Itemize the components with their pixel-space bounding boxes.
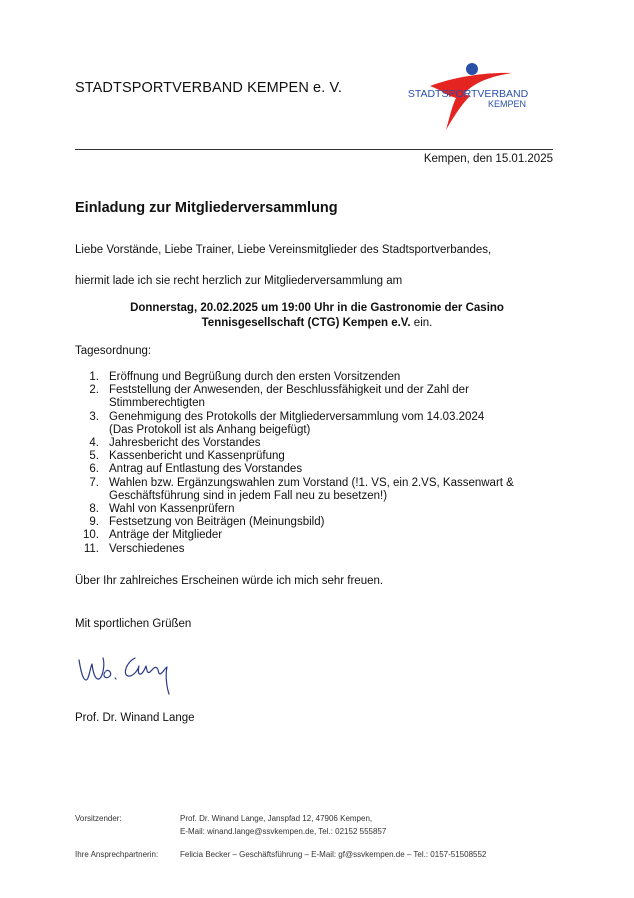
agenda-item-line: Verschiedenes [109, 542, 185, 555]
agenda-item-text [109, 516, 545, 529]
agenda-list [75, 371, 545, 556]
agenda-item [75, 450, 545, 463]
agenda-item-line: Eröffnung und Begrüßung durch den ersten Vorsitzenden [109, 371, 401, 383]
agenda-item [75, 371, 545, 384]
greeting-text: Mit sportlichen Grüßen [75, 618, 192, 630]
agenda-item-number: 5. [89, 450, 99, 463]
letter-date: Kempen, den 15.01.2025 [423, 153, 553, 165]
event-date-location: Donnerstag, 20.02.2025 um 19:00 Uhr in die Gastronomie der Casino [130, 302, 504, 314]
stadtsportverband-logo [408, 60, 528, 132]
agenda-item [75, 463, 545, 476]
agenda-item-line: Festsetzung von Beiträgen (Meinungsbild) [109, 516, 325, 529]
org-name: STADTSPORTVERBAND KEMPEN e. V. [75, 80, 343, 96]
agenda-item-number: 8. [89, 503, 99, 516]
agenda-item-text [109, 384, 545, 410]
agenda-item-text [109, 437, 545, 450]
logo-text-line1: STADTSPORTVERBAND [408, 88, 528, 100]
intro-text: hiermit lade ich sie recht herzlich zur Mitgliederversammlung am [75, 275, 403, 287]
footer-chair-label: Vorsitzender: [75, 814, 122, 823]
agenda-item [75, 503, 545, 516]
agenda-item-line: Anträge der Mitglieder [109, 529, 223, 542]
agenda-item-line: (Das Protokoll ist als Anhang beigefügt) [109, 423, 311, 436]
agenda-item-text [109, 529, 545, 542]
agenda-item-text [109, 371, 545, 384]
footer-contacts-value: Felicia Becker – Geschäftsführung – E-Mail: gf@ssvkempen.de – Tel.: 0157-51508552 [180, 850, 487, 859]
agenda-item [75, 543, 545, 556]
closing-text: Über Ihr zahlreiches Erscheinen würde ich mich sehr freuen. [75, 575, 384, 587]
agenda-item-line: Wahlen bzw. Ergänzungswahlen zum Vorstand (!1. VS, ein 2.VS, Kassenwart & [109, 476, 514, 489]
agenda-item-text [109, 477, 545, 503]
agenda-item-line: Kassenbericht und Kassenprüfung [109, 450, 285, 463]
agenda-item-number: 7. [89, 476, 99, 489]
agenda-item [75, 384, 545, 410]
agenda-item-number: 6. [89, 463, 99, 476]
footer-contacts-label: Ihre Ansprechpartnerin: [75, 850, 159, 859]
footer-chair-contact: E-Mail: winand.lange@ssvkempen.de, Tel.: 02152 555857 [180, 827, 387, 836]
logo-text-line2: KEMPEN [487, 99, 527, 109]
event-venue: Tennisgesellschaft (CTG) Kempen e.V. [201, 317, 411, 329]
agenda-item-line: Genehmigung des Protokolls der Mitgliederversammlung vom 14.03.2024 [109, 410, 485, 423]
logo-head-icon [466, 63, 478, 75]
agenda-item-number: 10. [83, 529, 99, 542]
agenda-item-text [109, 543, 545, 556]
agenda-item-text [109, 411, 545, 437]
agenda-item-number: 3. [89, 410, 99, 423]
agenda-item-number: 11. [83, 542, 99, 555]
agenda-item [75, 516, 545, 529]
agenda-item-line: Geschäftsführung sind in jedem Fall neu zu besetzen!) [109, 489, 388, 502]
agenda-item-line: Wahl von Kassenprüfern [109, 503, 235, 516]
handwritten-signature [75, 646, 185, 696]
agenda-item [75, 529, 545, 542]
agenda-item-number: 4. [89, 437, 99, 450]
agenda-item-text [109, 450, 545, 463]
agenda-item [75, 411, 545, 437]
agenda-item-line: Jahresbericht des Vorstandes [109, 437, 261, 450]
agenda-item-line: Stimmberechtigten [109, 397, 205, 410]
agenda-item-line: Antrag auf Entlastung des Vorstandes [109, 463, 303, 476]
agenda-item-text [109, 503, 545, 516]
agenda-item-number: 9. [89, 516, 99, 529]
salutation: Liebe Vorstände, Liebe Trainer, Liebe Vereinsmitglieder des Stadtsportverbandes, [75, 244, 492, 256]
agenda-item-number: 2. [89, 384, 99, 397]
agenda-item-number: 1. [89, 371, 99, 383]
header-divider [75, 149, 553, 150]
agenda-item-line: Feststellung der Anwesenden, der Beschlussfähigkeit und der Zahl der [109, 384, 469, 397]
agenda-item [75, 477, 545, 503]
footer-chair-address: Prof. Dr. Winand Lange, Janspfad 12, 47906 Kempen, [180, 814, 373, 823]
event-details [75, 301, 559, 331]
agenda-item-text [109, 463, 545, 476]
agenda-item [75, 437, 545, 450]
signer-name: Prof. Dr. Winand Lange [75, 712, 195, 724]
event-tail: ein. [410, 317, 433, 329]
letter-subject: Einladung zur Mitgliederversammlung [75, 200, 338, 216]
agenda-heading: Tagesordnung: [75, 345, 152, 357]
